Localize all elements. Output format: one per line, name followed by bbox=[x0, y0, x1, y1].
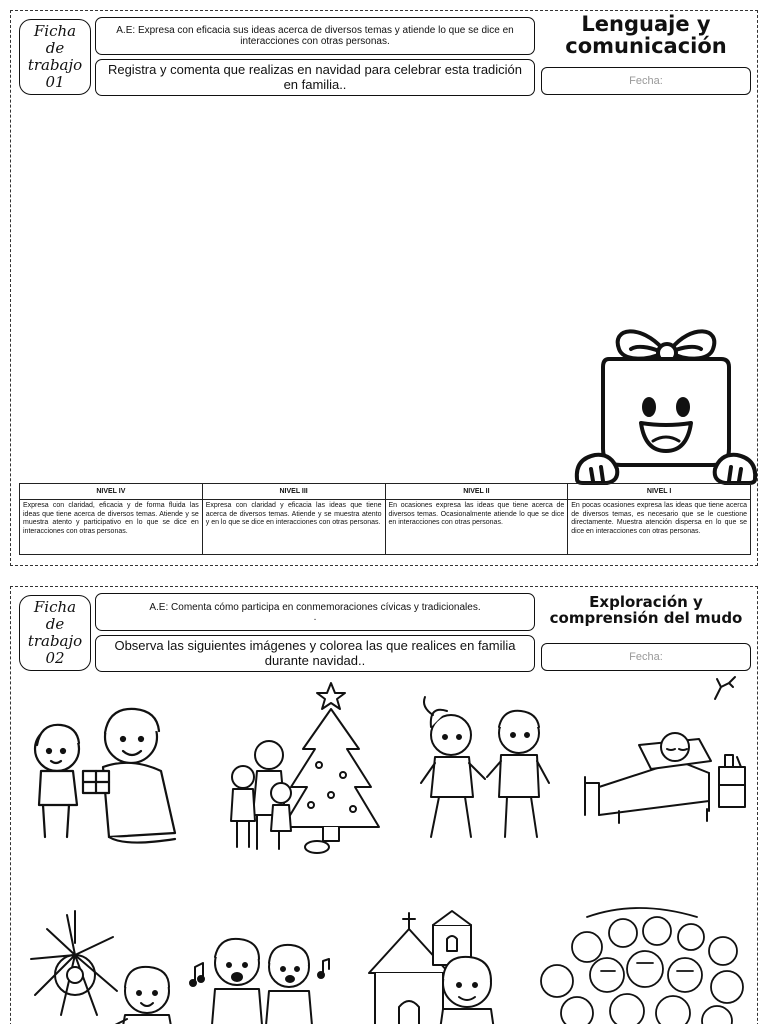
subject-title: Exploración y comprensión del mudo bbox=[549, 593, 743, 627]
rubric-header: NIVEL I bbox=[568, 484, 751, 500]
church-child-icon[interactable] bbox=[349, 909, 509, 1024]
rubric-cell: Expresa con claridad y eficacia las ideas que tiene acerca de diversos temas. Atiende y se muestra atento y en lo que se dice en interacciones con otras personas. bbox=[202, 500, 385, 555]
rubric-header: NIVEL IV bbox=[20, 484, 203, 500]
learning-expectation-dot: . bbox=[313, 611, 317, 623]
de-word: de bbox=[45, 615, 65, 633]
family-christmas-tree-icon[interactable] bbox=[207, 679, 397, 859]
date-field[interactable]: Fecha: bbox=[541, 67, 751, 95]
ficha-word: Ficha bbox=[33, 22, 77, 40]
smiling-gift-icon bbox=[571, 319, 761, 489]
children-singing-icon[interactable] bbox=[189, 907, 339, 1024]
father-child-gift-icon[interactable] bbox=[25, 687, 185, 857]
rubric-header: NIVEL III bbox=[202, 484, 385, 500]
rubric-cell: En ocasiones expresa las ideas que tiene acerca de diversos temas. Ocasionalmente atiende lo que se dice en interacciones con otras personas. bbox=[385, 500, 568, 555]
instruction-text: Observa las siguientes imágenes y colorea las que realices en familia durante navidad.. bbox=[95, 635, 535, 672]
reindeer-antler-icon bbox=[709, 675, 739, 701]
worksheet-01 bbox=[10, 10, 758, 566]
rubric-table bbox=[19, 483, 751, 555]
date-field[interactable]: Fecha: bbox=[541, 643, 751, 671]
ficha-number: 01 bbox=[45, 73, 65, 91]
gift-drawing bbox=[571, 319, 761, 489]
de-word: de bbox=[45, 39, 65, 57]
rubric-cell: Expresa con claridad, eficacia y de forma fluida las ideas que tiene acerca de diversos temas. Atiende y se muestra atento y participativo en lo que se dice en interacciones con otras personas. bbox=[20, 500, 203, 555]
trabajo-word: trabajo bbox=[27, 56, 83, 74]
children-dancing-icon[interactable] bbox=[411, 687, 561, 847]
learning-expectation bbox=[95, 593, 535, 631]
rubric-header: NIVEL II bbox=[385, 484, 568, 500]
ficha-badge bbox=[19, 19, 91, 95]
learning-expectation: A.E: Expresa con eficacia sus ideas acerca de diversos temas y atiende lo que se dice en interacciones con otras personas. bbox=[95, 17, 535, 55]
rubric-cell: En pocas ocasiones expresa las ideas que tiene acerca de diversos temas, es necesario que se le cuestione directamente. Muestra atención dispersa en lo que se dice en interacciones con otras personas. bbox=[568, 500, 751, 555]
learning-expectation-text: A.E: Comenta cómo participa en conmemoraciones cívicas y tradicionales. bbox=[149, 602, 481, 614]
trabajo-word: trabajo bbox=[27, 632, 83, 650]
instruction-text: Registra y comenta que realizas en navidad para celebrar esta tradición en familia.. bbox=[95, 59, 535, 96]
child-sleeping-bed-icon[interactable] bbox=[579, 711, 749, 831]
ficha-badge bbox=[19, 595, 91, 671]
ficha-word: Ficha bbox=[33, 598, 77, 616]
family-group-dinner-icon[interactable] bbox=[527, 903, 753, 1024]
ficha-number: 02 bbox=[45, 649, 65, 667]
worksheet-02 bbox=[10, 586, 758, 1024]
subject-title: Lenguaje y comunicación bbox=[565, 12, 727, 59]
pinata-child-icon[interactable] bbox=[21, 907, 191, 1024]
